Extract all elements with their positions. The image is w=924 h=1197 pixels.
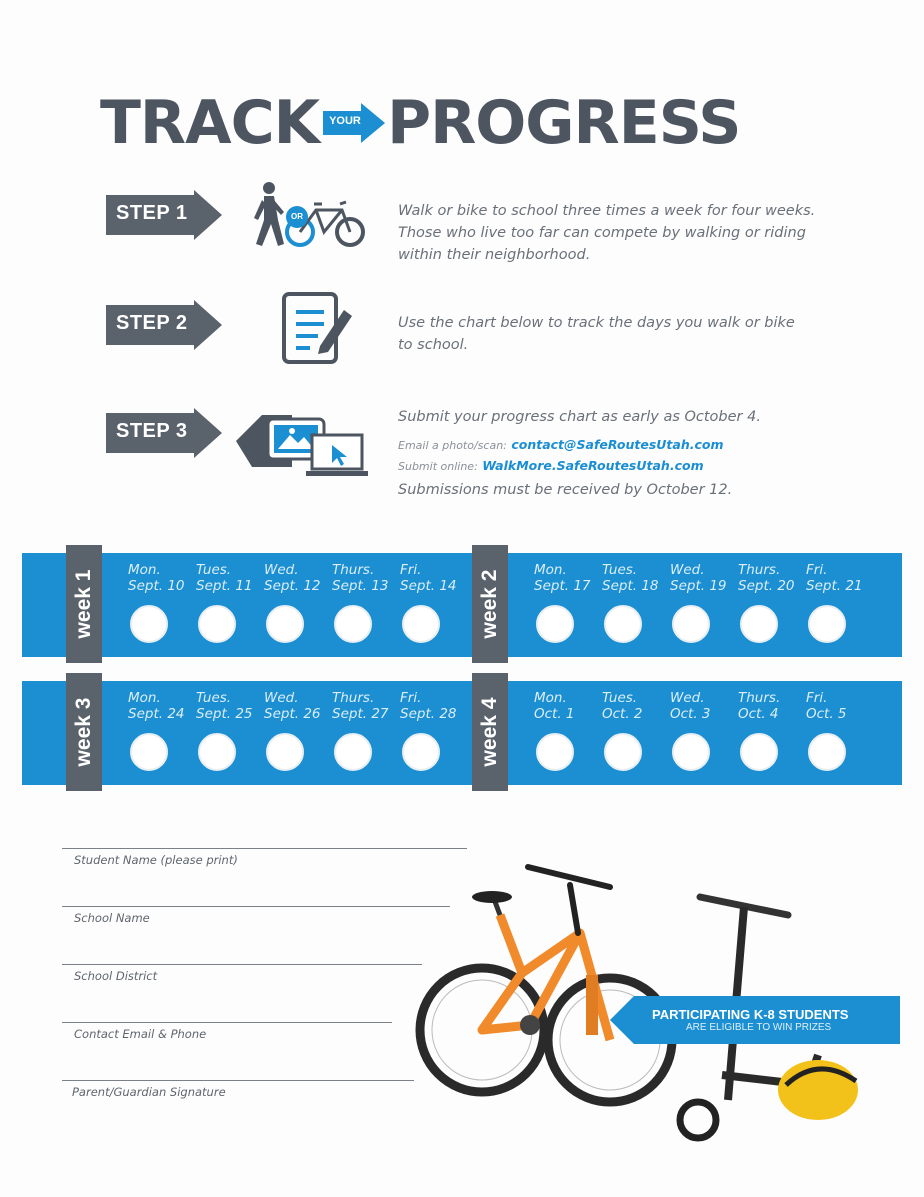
week-1-day-5 [400,562,466,594]
week-1-checkbox-1[interactable] [130,605,168,643]
week-4-checkbox-5[interactable] [808,733,846,771]
day-name: Fri. [806,690,828,706]
computer-cursor-icon [306,433,372,479]
week-2-label: week 2 [478,569,501,639]
week-3-checkbox-4[interactable] [334,733,372,771]
day-date: Sept. 28 [400,706,457,722]
week-4-day-5 [806,690,872,722]
day-date: Sept. 20 [738,578,795,594]
week-4-checkbox-1[interactable] [536,733,574,771]
school-district-label: School District [74,969,158,983]
step-3-line-1: Submit your progress chart as early as October 4. [398,409,761,425]
day-name: Mon. [534,562,567,578]
day-date: Sept. 27 [332,706,389,722]
student-name-label: Student Name (please print) [74,853,238,867]
step-3-label: STEP 3 [116,420,188,442]
week-3-tab [66,673,102,791]
week-1-checkbox-3[interactable] [266,605,304,643]
email-prefix: Email a photo/scan: [398,439,507,452]
week-3-checkbox-5[interactable] [402,733,440,771]
day-date: Sept. 17 [534,578,591,594]
day-name: Wed. [264,562,299,578]
day-name: Thurs. [738,562,781,578]
week-2-day-4 [738,562,804,594]
week-4-tab [472,673,508,791]
week-4-checkbox-3[interactable] [672,733,710,771]
day-date: Sept. 19 [670,578,727,594]
day-date: Sept. 12 [264,578,321,594]
week-1-checkbox-5[interactable] [402,605,440,643]
step-1-line-2: Those who live too far can compete by walking or riding [398,225,806,241]
signature-label: Parent/Guardian Signature [72,1085,226,1099]
week-3-day-4 [332,690,398,722]
week-1-day-3 [264,562,330,594]
week-1-day-1 [128,562,194,594]
week-3-day-5 [400,690,466,722]
day-name: Tues. [196,562,232,578]
title-your: YOUR [329,115,361,127]
week-2-day-3 [670,562,736,594]
week-4-day-4 [738,690,804,722]
day-name: Wed. [264,690,299,706]
day-date: Oct. 5 [806,706,847,722]
day-name: Tues. [196,690,232,706]
day-name: Thurs. [332,690,375,706]
prize-banner [610,996,900,1044]
day-date: Sept. 10 [128,578,185,594]
week-2-tab [472,545,508,663]
day-date: Sept. 13 [332,578,389,594]
school-district-line[interactable] [62,964,422,965]
step-2-text [398,312,818,356]
step-1-line-1: Walk or bike to school three times a week for four weeks. [398,203,816,219]
day-name: Fri. [806,562,828,578]
week-3-checkbox-3[interactable] [266,733,304,771]
step-3-text [398,406,858,428]
step-2-line-2: to school. [398,337,469,353]
week-2-checkbox-5[interactable] [808,605,846,643]
day-name: Tues. [602,562,638,578]
week-4-day-1 [534,690,600,722]
week-4-day-3 [670,690,736,722]
step-1-line-3: within their neighborhood. [398,247,591,263]
step-2-label: STEP 2 [116,312,188,334]
week-3-day-1 [128,690,194,722]
day-name: Tues. [602,690,638,706]
day-name: Fri. [400,562,422,578]
day-date: Oct. 4 [738,706,779,722]
day-name: Thurs. [738,690,781,706]
day-date: Sept. 21 [806,578,863,594]
day-date: Sept. 25 [196,706,253,722]
day-name: Mon. [128,690,161,706]
day-date: Oct. 1 [534,706,575,722]
week-4-checkbox-4[interactable] [740,733,778,771]
school-name-line[interactable] [62,906,450,907]
day-name: Fri. [400,690,422,706]
contact-label: Contact Email & Phone [74,1027,207,1041]
document-pencil-icon [280,290,356,366]
day-name: Wed. [670,690,705,706]
week-1-day-4 [332,562,398,594]
week-1-checkbox-2[interactable] [198,605,236,643]
week-2-day-5 [806,562,872,594]
week-3-checkbox-1[interactable] [130,733,168,771]
school-name-label: School Name [74,911,150,925]
student-name-line[interactable] [62,848,467,849]
step-3-icons [232,405,372,480]
day-date: Oct. 3 [670,706,711,722]
title-arrow-icon [323,103,385,143]
or-badge: OR [286,206,308,228]
week-2-day-1 [534,562,600,594]
week-4-label: week 4 [478,697,501,767]
title-track: TRACK [100,88,320,158]
step-2-line-1: Use the chart below to track the days you walk or bike [398,315,795,331]
week-4-checkbox-2[interactable] [604,733,642,771]
online-link[interactable]: WalkMore.SafeRoutesUtah.com [482,458,704,473]
email-line [398,436,858,454]
contact-line[interactable] [62,1022,392,1023]
day-date: Sept. 24 [128,706,185,722]
day-name: Mon. [534,690,567,706]
title-progress: PROGRESS [387,88,741,158]
day-date: Sept. 26 [264,706,321,722]
week-2-checkbox-3[interactable] [672,605,710,643]
week-3-label: week 3 [72,697,95,767]
email-link[interactable]: contact@SafeRoutesUtah.com [511,437,724,452]
prize-line-2: ARE ELIGIBLE TO WIN PRIZES [686,1022,832,1033]
deadline-text: Submissions must be received by October 12. [398,482,733,498]
signature-line[interactable] [62,1080,414,1081]
step-1-label: STEP 1 [116,202,188,224]
week-1-tab [66,545,102,663]
week-4-day-2 [602,690,668,722]
page-title [100,88,840,158]
week-2-checkbox-2[interactable] [604,605,642,643]
online-line [398,457,858,475]
online-prefix: Submit online: [398,460,478,473]
step-1-badge [106,190,222,240]
week-2-day-2 [602,562,668,594]
step-1-text [398,200,818,266]
week-1-label: week 1 [72,569,95,639]
step-1-icons [244,180,369,250]
step-3-badge [106,408,222,458]
day-date: Oct. 2 [602,706,643,722]
week-2-checkbox-4[interactable] [740,605,778,643]
day-date: Sept. 14 [400,578,457,594]
day-date: Sept. 11 [196,578,253,594]
week-3-checkbox-2[interactable] [198,733,236,771]
day-name: Mon. [128,562,161,578]
week-1-day-2 [196,562,262,594]
week-3-day-3 [264,690,330,722]
day-name: Wed. [670,562,705,578]
day-name: Thurs. [332,562,375,578]
prize-line-1: PARTICIPATING K-8 STUDENTS [652,1007,849,1022]
week-2-checkbox-1[interactable] [536,605,574,643]
day-date: Sept. 18 [602,578,659,594]
week-1-checkbox-4[interactable] [334,605,372,643]
week-3-day-2 [196,690,262,722]
step-2-badge [106,300,222,350]
